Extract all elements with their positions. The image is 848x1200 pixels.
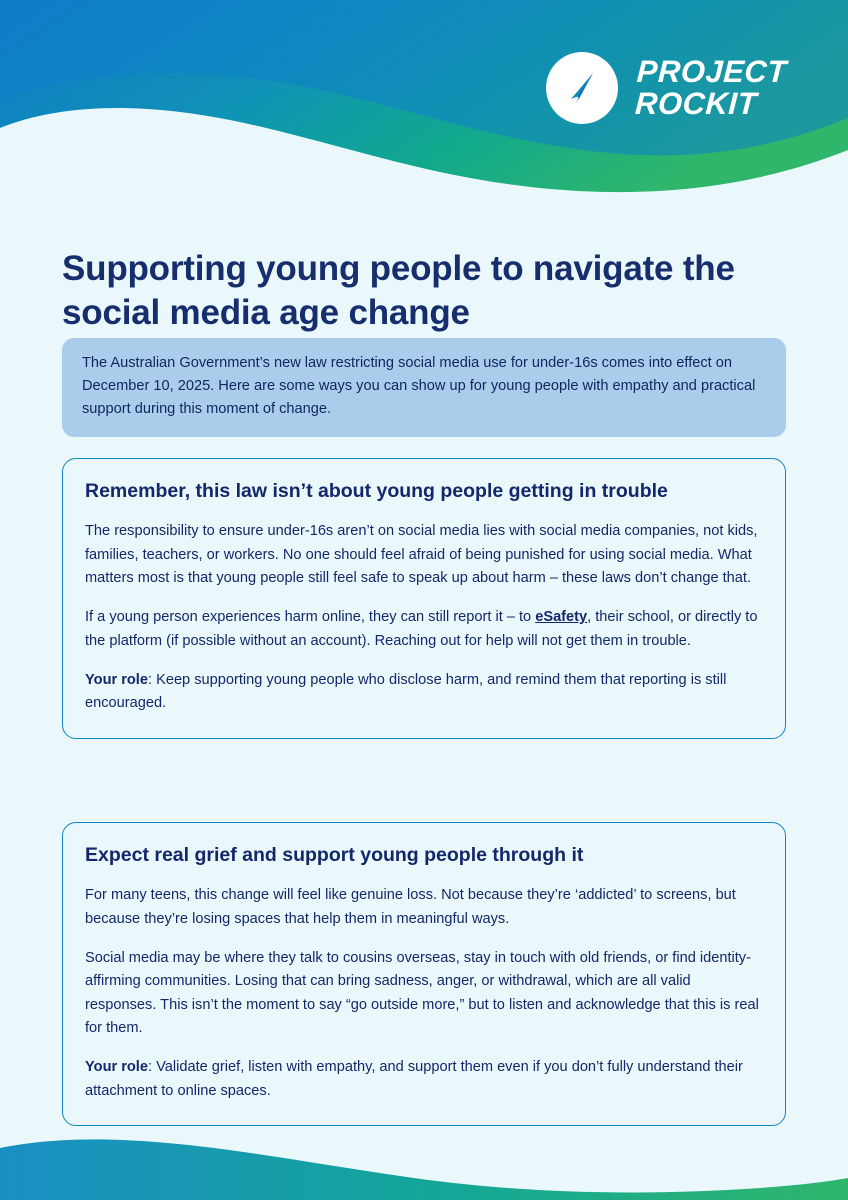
card-heading: Remember, this law isn’t about young people getting in trouble <box>85 480 668 502</box>
paragraph-text-after-link: , their school, or directly to the platform (if possible without an account). Reaching out for help will not get them in trouble. <box>85 609 758 649</box>
card-role-note <box>85 1056 763 1103</box>
role-label: Your role <box>85 672 148 689</box>
card-paragraph: Social media may be where they talk to cousins overseas, stay in touch with old friends, or find identity-affirming communities. Losing that can bring sadness, anger, or withdrawal, which are all valid responses. This isn’t the moment to say “go outside more,” but to listen and acknowledge that this is real for them. <box>85 950 759 1037</box>
intro-callout: The Australian Government’s new law restricting social media use for under-16s comes into effect on December 10, 2025. Here are some ways you can show up for young people with empathy and practical support during this moment of change. <box>62 338 786 437</box>
card-role-note <box>85 669 763 716</box>
brand-name-line-1: PROJECT <box>636 54 788 90</box>
paper-plane-icon <box>546 52 618 124</box>
esafety-link[interactable]: eSafety <box>535 609 588 626</box>
role-text: : Keep supporting young people who disclose harm, and remind them that reporting is still encouraged. <box>85 672 727 712</box>
card-paragraph: For many teens, this change will feel like genuine loss. Not because they’re ‘addicted’ to screens, but because they’re losing spaces that help them in meaningful ways. <box>85 887 736 927</box>
page-title: Supporting young people to navigate the social media age change <box>62 249 735 333</box>
card-heading: Expect real grief and support young people through it <box>85 844 584 866</box>
paragraph-text-before-link: If a young person experiences harm online, they can still report it – to <box>85 609 536 626</box>
brand-name-line-2: ROCKIT <box>634 86 759 121</box>
brand-name <box>634 56 787 119</box>
card-paragraph: The responsibility to ensure under-16s aren’t on social media lies with social media companies, not kids, families, teachers, or workers. No one should feel afraid of being punished for using social media. What matters most is that young people still feel safe to speak up about harm – these laws don’t change that. <box>85 523 758 587</box>
brand-logo <box>546 52 786 124</box>
card-paragraph-with-link <box>85 606 763 653</box>
info-card-grief <box>62 822 786 1126</box>
role-text: : Validate grief, listen with empathy, and support them even if you don’t fully understand their attachment to online spaces. <box>85 1059 743 1099</box>
footer-wave-graphic <box>0 1110 848 1200</box>
info-card-trouble <box>62 458 786 739</box>
role-label: Your role <box>85 1059 148 1076</box>
